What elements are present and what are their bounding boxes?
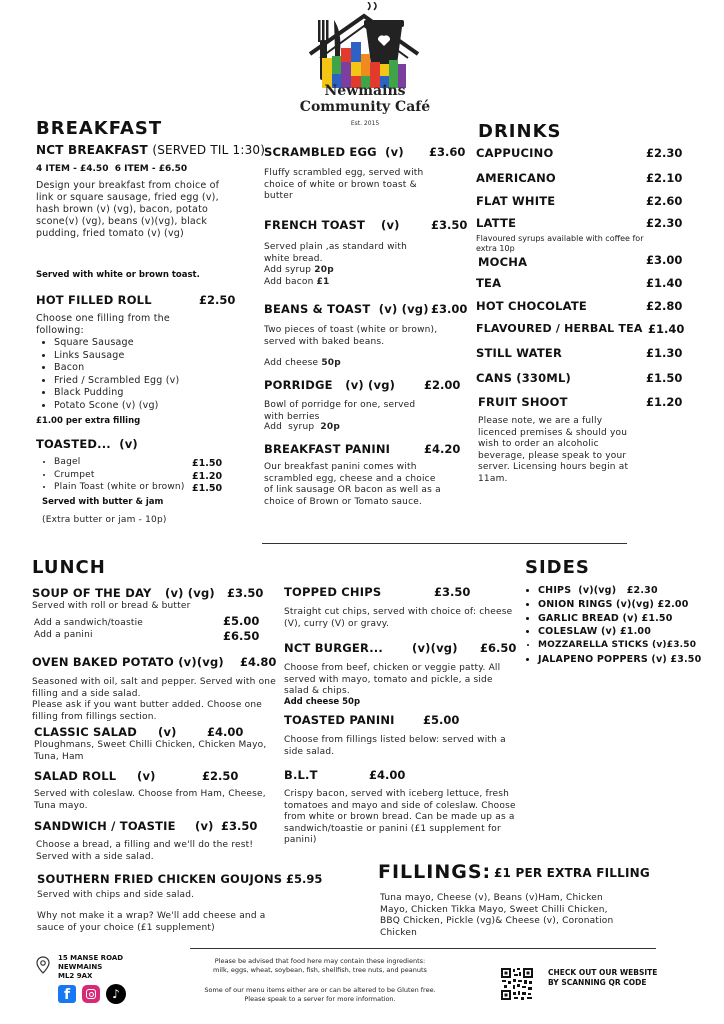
salad-roll-tag: (v) [137, 769, 156, 783]
breakfast-panini-desc: Our breakfast panini comes with scrambled egg, cheese and a choice of link sausage OR bacon as well as a choice of Brown or Tomato sauce. [264, 462, 441, 507]
classic-salad-price: £4.00 [207, 725, 244, 739]
list-item: • Black Pudding [54, 387, 254, 400]
salad-roll-desc: Served with coleslaw. Choose from Ham, Cheese, Tuna mayo. [34, 789, 266, 811]
french-toast-price: £3.50 [431, 218, 468, 232]
burger-price: £6.50 [480, 641, 517, 655]
breakfast-heading: BREAKFAST [36, 118, 163, 139]
drink-syrup-note: Flavoured syrups available with coffee for extra 10p [476, 234, 644, 253]
topped-chips-title: TOPPED CHIPS [284, 585, 382, 599]
address-line3: ML2 9AX [58, 972, 93, 980]
porridge-syrup: Add syrup 20p [264, 422, 340, 432]
allergy-line1: Please be advised that food here may contain these ingredients: [214, 957, 426, 965]
sandwich-title: SANDWICH / TOASTIE [34, 819, 176, 833]
toasted-panini-price: £5.00 [423, 713, 460, 727]
list-item: • COLESLAW (v) £1.00 [538, 625, 701, 639]
list-item: • Bacon [54, 362, 254, 375]
beans-toast-title: BEANS & TOAST (v) (vg) [264, 302, 429, 316]
burger-extra: Add cheese 50p [284, 697, 361, 707]
soup-add-sandwich-price: £5.00 [223, 614, 260, 628]
french-toast-tag: (v) [381, 218, 400, 232]
fillings-desc: Tuna mayo, Cheese (v), Beans (v)Ham, Chicken Mayo, Chicken Tikka Mayo, Sweet Chilli Chicken, BBQ Chicken, Pickle (vg)& Cheese (v), Coronation Chicken [380, 893, 614, 938]
beans-toast-price: £3.00 [431, 302, 468, 316]
sandwich-tag: (v) [195, 819, 214, 833]
potato-desc: Seasoned with oil, salt and pepper. Served with one filling and a side salad. [32, 677, 276, 699]
french-toast-desc [264, 242, 424, 288]
hot-filled-roll-desc: Choose one filling from the following: [36, 313, 170, 336]
soup-title: SOUP OF THE DAY [32, 586, 152, 600]
list-item: • Links Sausage [54, 350, 254, 363]
qr-text-line1: CHECK OUT OUR WEBSITE [548, 968, 658, 977]
drink-name-latte: LATTE [476, 216, 517, 230]
beans-toast-desc: Two pieces of toast (white or brown), served with baked beans. [264, 325, 438, 347]
nct-breakfast-title [36, 143, 265, 157]
qr-code-icon[interactable] [500, 967, 534, 1001]
soup-tag: (v) (vg) [165, 586, 215, 600]
nct-breakfast-name: NCT BREAKFAST [36, 143, 148, 157]
drink-price-flat-white: £2.60 [646, 194, 683, 208]
burger-tag: (v)(vg) [412, 641, 458, 655]
toasted-list [38, 456, 204, 494]
soup-price: £3.50 [227, 586, 264, 600]
sandwich-price: £3.50 [221, 819, 258, 833]
logo-name-line2: Community Café [299, 99, 431, 115]
drink-price-herbal-tea: £1.40 [648, 322, 685, 336]
gluten-line2: Please speak to a server for more information. [244, 995, 396, 1003]
logo-name-line1: Newmains [324, 83, 406, 99]
porridge-price: £2.00 [424, 378, 461, 392]
french-toast-syrup: Add syrup 20p [264, 265, 334, 275]
facebook-icon[interactable]: f [58, 985, 76, 1003]
list-item: • ONION RINGS (v)(vg) £2.00 [538, 598, 701, 612]
drink-name-fruit-shoot: FRUIT SHOOT [478, 395, 568, 409]
drink-price-hot-chocolate: £2.80 [646, 299, 683, 313]
beans-toast-cheese: Add cheese 50p [264, 358, 341, 368]
porridge-title: PORRIDGE (v) (vg) [264, 378, 396, 392]
drink-price-latte: £2.30 [646, 216, 683, 230]
address-line2: NEWMAINS [58, 963, 103, 971]
burger-desc: Choose from beef, chicken or veggie patty. All served with mayo, tomato and pickle, a side salad & chips. [284, 663, 501, 696]
soup-add-panini: Add a panini [34, 630, 93, 640]
french-toast-desc-text: Served plain ,as standard with white bread. [264, 242, 407, 264]
list-item: • GARLIC BREAD (v) £1.50 [538, 612, 701, 626]
drink-name-tea: TEA [476, 276, 502, 290]
potato-title: OVEN BAKED POTATO (v)(vg) [32, 655, 224, 669]
toasted-title: TOASTED... (v) [36, 437, 138, 451]
breakfast-panini-price: £4.20 [424, 442, 461, 456]
scrambled-egg-title: SCRAMBLED EGG (v) [264, 145, 404, 159]
toasted-price-bagel: £1.50 [192, 458, 223, 469]
logo-est: Est. 2015 [350, 120, 380, 127]
instagram-icon[interactable] [82, 985, 100, 1003]
classic-salad-title: CLASSIC SALAD (v) [34, 725, 177, 739]
nct-breakfast-served: Served with white or brown toast. [36, 270, 200, 280]
toasted-price-toast: £1.50 [192, 483, 223, 494]
drink-price-mocha: £3.00 [646, 253, 683, 267]
sandwich-desc: Choose a bread, a filling and we'll do the rest! Served with a side salad. [36, 840, 254, 862]
drink-name-hot-chocolate: HOT CHOCOLATE [476, 299, 587, 313]
drink-name-herbal-tea: FLAVOURED / HERBAL TEA [476, 322, 643, 335]
sides-list [522, 584, 701, 667]
lunch-heading: LUNCH [32, 557, 106, 578]
list-item: • JALAPENO POPPERS (v) £3.50 [538, 653, 701, 667]
fillings-extra: £1 PER EXTRA FILLING [494, 866, 650, 880]
soup-desc: Served with roll or bread & butter [32, 601, 191, 611]
list-item: • Crumpet [54, 469, 204, 482]
sides-heading: SIDES [525, 557, 590, 578]
drink-price-tea: £1.40 [646, 276, 683, 290]
toasted-panini-title: TOASTED PANINI [284, 713, 395, 727]
list-item: • CHIPS (v)(vg) £2.30 [538, 584, 701, 598]
scrambled-egg-price: £3.60 [429, 145, 466, 159]
address-line1: 15 MANSE ROAD [58, 954, 124, 962]
drink-name-flat-white: FLAT WHITE [476, 194, 556, 208]
nct-breakfast-desc: Design your breakfast from choice of link or square sausage, fried egg (v), hash brown (v) (vg), bacon, potato scone(v) (vg), beans (v)(vg), black pudding, fried tomato (v) (vg) [36, 180, 220, 239]
topped-chips-desc: Straight cut chips, served with choice of: cheese (V), curry (V) or gravy. [284, 607, 513, 629]
blt-title: B.L.T [284, 768, 318, 782]
cafe-logo [300, 2, 430, 130]
drink-name-americano: AMERICANO [476, 171, 556, 185]
classic-salad-desc: Ploughmans, Sweet Chilli Chicken, Chicken Mayo, Tuna, Ham [34, 740, 267, 762]
drink-price-fruit-shoot: £1.20 [646, 395, 683, 409]
burger-title: NCT BURGER... [284, 641, 383, 655]
goujons-price: £5.95 [286, 872, 323, 886]
breakfast-panini-title: BREAKFAST PANINI [264, 442, 391, 456]
toasted-extra: (Extra butter or jam - 10p) [42, 515, 167, 525]
qr-text-line2: BY SCANNING QR CODE [548, 978, 647, 987]
goujons-title: SOUTHERN FRIED CHICKEN GOUJONS [37, 872, 283, 886]
porridge-desc: Bowl of porridge for one, served with berries [264, 400, 416, 422]
drink-licence-note: Please note, we are a fully licenced premises & should you wish to order an alcoholic beverage, please speak to your server. Licensing hours begin at 11am. [478, 416, 629, 484]
fillings-heading: FILLINGS: [378, 861, 492, 883]
list-item: • Bagel [54, 456, 204, 469]
drink-name-still-water: STILL WATER [476, 346, 562, 360]
footer-divider [190, 948, 656, 949]
drink-price-cans: £1.50 [646, 371, 683, 385]
drink-name-cans: CANS (330ML) [476, 371, 571, 385]
blt-desc: Crispy bacon, served with iceberg lettuce, fresh tomatoes and mayo and side of coleslaw. Choose from white or brown bread. Can be made up as a sandwich/toastie or panini (£1 supplement for panini) [284, 789, 516, 845]
salad-roll-price: £2.50 [202, 769, 239, 783]
hot-filled-roll-title: HOT FILLED ROLL [36, 293, 152, 307]
drink-price-americano: £2.10 [646, 171, 683, 185]
toasted-panini-desc: Choose from fillings listed below: served with a side salad. [284, 735, 506, 757]
hot-filled-roll-list [38, 337, 254, 413]
hot-filled-roll-price: £2.50 [199, 293, 236, 307]
list-item: • Plain Toast (white or brown) [54, 481, 204, 494]
goujons-desc: Served with chips and side salad. [37, 890, 195, 900]
drink-name-cappucino: CAPPUCINO [476, 146, 554, 160]
section-divider [262, 543, 627, 544]
drink-name-mocha: MOCHA [478, 255, 528, 269]
blt-price: £4.00 [369, 768, 406, 782]
soup-add-panini-price: £6.50 [223, 629, 260, 643]
hot-filled-roll-extra: £1.00 per extra filling [36, 416, 141, 426]
nct-breakfast-options: 4 ITEM - £4.50 6 ITEM - £6.50 [36, 164, 188, 174]
list-item: • Potato Scone (v) (vg) [54, 400, 254, 413]
gluten-line1: Some of our menu items either are or can be altered to be Gluten free. [204, 986, 436, 994]
list-item: • Fried / Scrambled Egg (v) [54, 375, 254, 388]
scrambled-egg-desc: Fluffy scrambled egg, served with choice of white or brown toast & butter [264, 168, 424, 201]
salad-roll-title: SALAD ROLL [34, 769, 117, 783]
drinks-heading: DRINKS [478, 121, 562, 142]
topped-chips-price: £3.50 [434, 585, 471, 599]
toasted-served: Served with butter & jam [42, 497, 164, 507]
allergy-line2: milk, eggs, wheat, soybean, fish, shellfish, tree nuts, and peanuts [213, 966, 427, 974]
potato-price: £4.80 [240, 655, 277, 669]
tiktok-icon[interactable]: ♪ [106, 984, 126, 1004]
location-pin-icon [36, 956, 50, 974]
goujons-desc2: Why not make it a wrap? We'll add cheese and a sauce of your choice (£1 supplement) [37, 911, 266, 933]
french-toast-bacon: Add bacon £1 [264, 276, 330, 287]
soup-add-sandwich: Add a sandwich/toastie [34, 618, 144, 628]
drink-price-cappucino: £2.30 [646, 146, 683, 160]
drink-price-still-water: £1.30 [646, 346, 683, 360]
list-item: • Square Sausage [54, 337, 254, 350]
toasted-price-crumpet: £1.20 [192, 471, 223, 482]
nct-breakfast-note: (SERVED TIL 1:30) [152, 143, 266, 157]
potato-desc2: Please ask if you want butter added. Choose one filling from fillings section. [32, 700, 262, 722]
list-item: • MOZZARELLA STICKS (v)£3.50 [538, 639, 701, 653]
french-toast-title: FRENCH TOAST [264, 218, 365, 232]
